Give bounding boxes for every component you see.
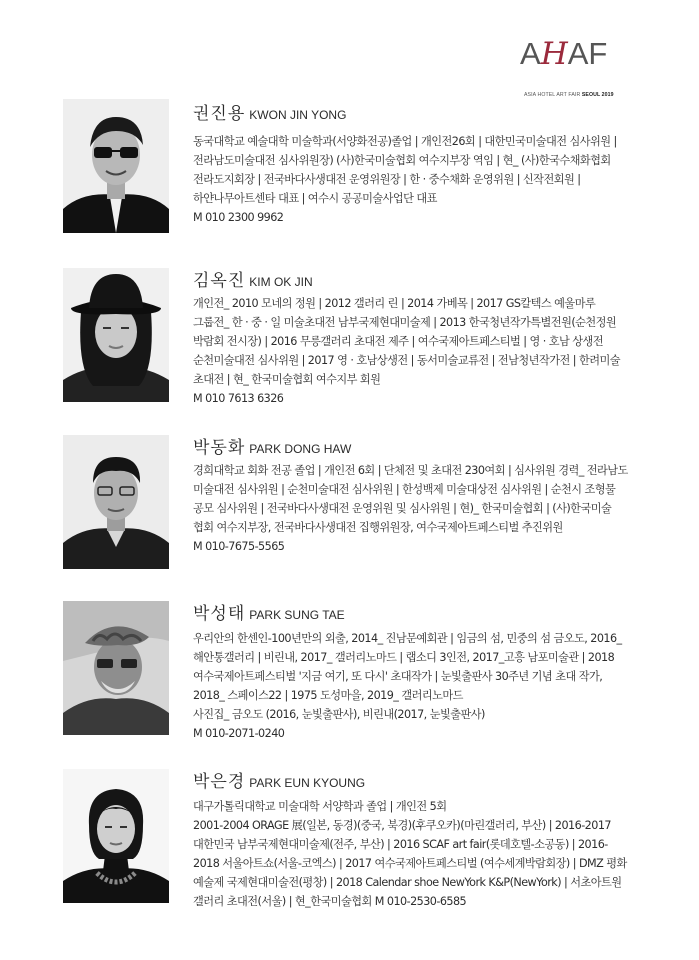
- artist-name: [193, 599, 345, 624]
- logo-subtitle: [524, 92, 614, 98]
- artist-bio: [193, 294, 653, 408]
- bio-line: 여수국제아트페스티벌 '지금 여기, 또 다시' 초대작가 | 눈빛출판사 30주년 기념 초대 작가,: [193, 670, 603, 683]
- artist-photo: [63, 99, 169, 233]
- bio-phone: M 010 7613 6326: [193, 392, 284, 405]
- portrait-park-dong-haw: [63, 435, 169, 569]
- bio-line: 우리안의 한센인-100년만의 외출, 2014_ 진남문예회관 | 임금의 섬, 민중의 섬 금오도, 2016_: [193, 632, 622, 645]
- bio-line: 동국대학교 예술대학 미술학과(서양화전공)졸업 | 개인전26회 | 대한민국미술대전 심사위원 |: [193, 135, 617, 148]
- name-korean: 박은경: [193, 772, 246, 792]
- bio-line: 2001-2004 ORAGE 展(일본, 동경)(중국, 북경)(후쿠오카)(마린갤러리, 부산) | 2016-2017: [193, 819, 611, 832]
- artist-photo: [63, 769, 169, 903]
- bio-phone: M 010-2071-0240: [193, 727, 285, 740]
- artist-bio: [193, 797, 653, 911]
- name-english: PARK DONG HAW: [249, 442, 352, 456]
- bio-phone: M 010-7675-5565: [193, 540, 285, 553]
- logo-subtitle-bold: SEOUL 2019: [581, 92, 614, 98]
- portrait-park-eun-kyoung: [63, 769, 169, 903]
- bio-line: 하얀나무아트센타 대표 | 여수시 공공미술사업단 대표: [193, 192, 437, 205]
- logo-letter-a: A: [520, 36, 541, 71]
- bio-line: 공모 심사위원 | 전국바다사생대전 운영위원 및 심사위원 | 현)_ 한국미술협회 | (사)한국미술: [193, 502, 612, 515]
- logo-subtitle-prefix: ASIA HOTEL ART FAIR: [524, 92, 582, 98]
- name-korean: 권진용: [193, 104, 246, 124]
- name-english: KIM OK JIN: [249, 275, 313, 289]
- artist-name: [193, 99, 346, 124]
- bio-line: 순천미술대전 심사위원 | 2017 영 · 호남상생전 | 동서미술교류전 | 전남청년작가전 | 한려미술: [193, 354, 620, 367]
- bio-line: 2018_ 스페이스22 | 1975 도성마을, 2019_ 갤러리노마드: [193, 689, 463, 702]
- artist-name: [193, 266, 313, 291]
- bio-line: 예술제 국제현대미술전(평창) | 2018 Calendar shoe NewYork K&P(NewYork) | 서초아트원: [193, 876, 622, 889]
- fair-logo: [520, 36, 635, 102]
- portrait-kwon-jin-yong: [63, 99, 169, 233]
- bio-line: 전라남도미술대전 심사위원장) (사)한국미술협회 여수지부장 역임 | 현_ (사)한국수채화협회: [193, 154, 611, 167]
- artist-photo: [63, 268, 169, 402]
- artist-photo: [63, 435, 169, 569]
- artist-name: [193, 433, 351, 458]
- bio-line: 초대전 | 현_ 한국미술협회 여수지부 회원: [193, 373, 381, 386]
- artist-photo: [63, 601, 169, 735]
- logo-mark: [520, 36, 607, 72]
- bio-line: 전라도지회장 | 전국바다사생대전 운영위원장 | 한 · 중수채화 운영위원 | 신작전회원 |: [193, 173, 581, 186]
- bio-line: 미술대전 심사위원 | 순천미술대전 심사위원 | 한성백제 미술대상전 심사위원 | 순천시 조형물: [193, 483, 616, 496]
- portrait-kim-ok-jin: [63, 268, 169, 402]
- artist-name: [193, 767, 365, 792]
- bio-line: 대한민국 남부국제현대미술제(전주, 부산) | 2016 SCAF art fair(롯데호텔-소공동) | 2016-: [193, 838, 608, 851]
- bio-line: 2018 서울아트쇼(서울-코엑스) | 2017 여수국제아트페스티벌 (여수세계박람회장) | DMZ 평화: [193, 857, 627, 870]
- bio-line: 해안통갤러리 | 비린내, 2017_ 갤러리노마드 | 랩소디 3인전, 2017_고흥 남포미술관 | 2018: [193, 651, 615, 664]
- name-korean: 박성태: [193, 604, 246, 624]
- bio-line: 경희대학교 회화 전공 졸업 | 개인전 6회 | 단체전 및 초대전 230여회 | 심사위원 경력_ 전라남도: [193, 464, 628, 477]
- name-korean: 김옥진: [193, 271, 246, 291]
- bio-line: 개인전_ 2010 모네의 정원 | 2012 갤러리 린 | 2014 가베목 | 2017 GS칼텍스 예울마루: [193, 297, 596, 310]
- bio-line: 협회 여수지부장, 전국바다사생대전 집행위원장, 여수국제아트페스티벌 추진위원: [193, 521, 563, 534]
- artist-bio: [193, 461, 653, 556]
- bio-line: 박람회 전시장) | 2016 무릉갤러리 초대전 제주 | 여수국제아트페스티벌 | 영 · 호남 상생전: [193, 335, 604, 348]
- bio-line: 사진집_ 금오도 (2016, 눈빛출판사), 비린내(2017, 눈빛출판사): [193, 708, 485, 721]
- name-english: PARK SUNG TAE: [249, 608, 345, 622]
- bio-line: 대구가톨릭대학교 미술대학 서양학과 졸업 | 개인전 5회: [193, 800, 447, 813]
- bio-line: 그룹전_ 한 · 중 · 일 미술초대전 남부국제현대미술제 | 2013 한국청년작가특별전원(순천정원: [193, 316, 617, 329]
- bio-line: 갤러리 초대전(서울) | 현_한국미술협회 M 010-2530-6585: [193, 895, 467, 908]
- name-english: KWON JIN YONG: [249, 108, 347, 122]
- bio-phone: M 010 2300 9962: [193, 211, 284, 224]
- name-korean: 박동화: [193, 438, 246, 458]
- portrait-park-sung-tae: [63, 601, 169, 735]
- name-english: PARK EUN KYOUNG: [249, 776, 366, 790]
- logo-letter-h: H: [540, 36, 568, 72]
- artist-bio: [193, 629, 653, 743]
- artist-bio: [193, 132, 653, 227]
- logo-letters-af: AF: [567, 36, 608, 71]
